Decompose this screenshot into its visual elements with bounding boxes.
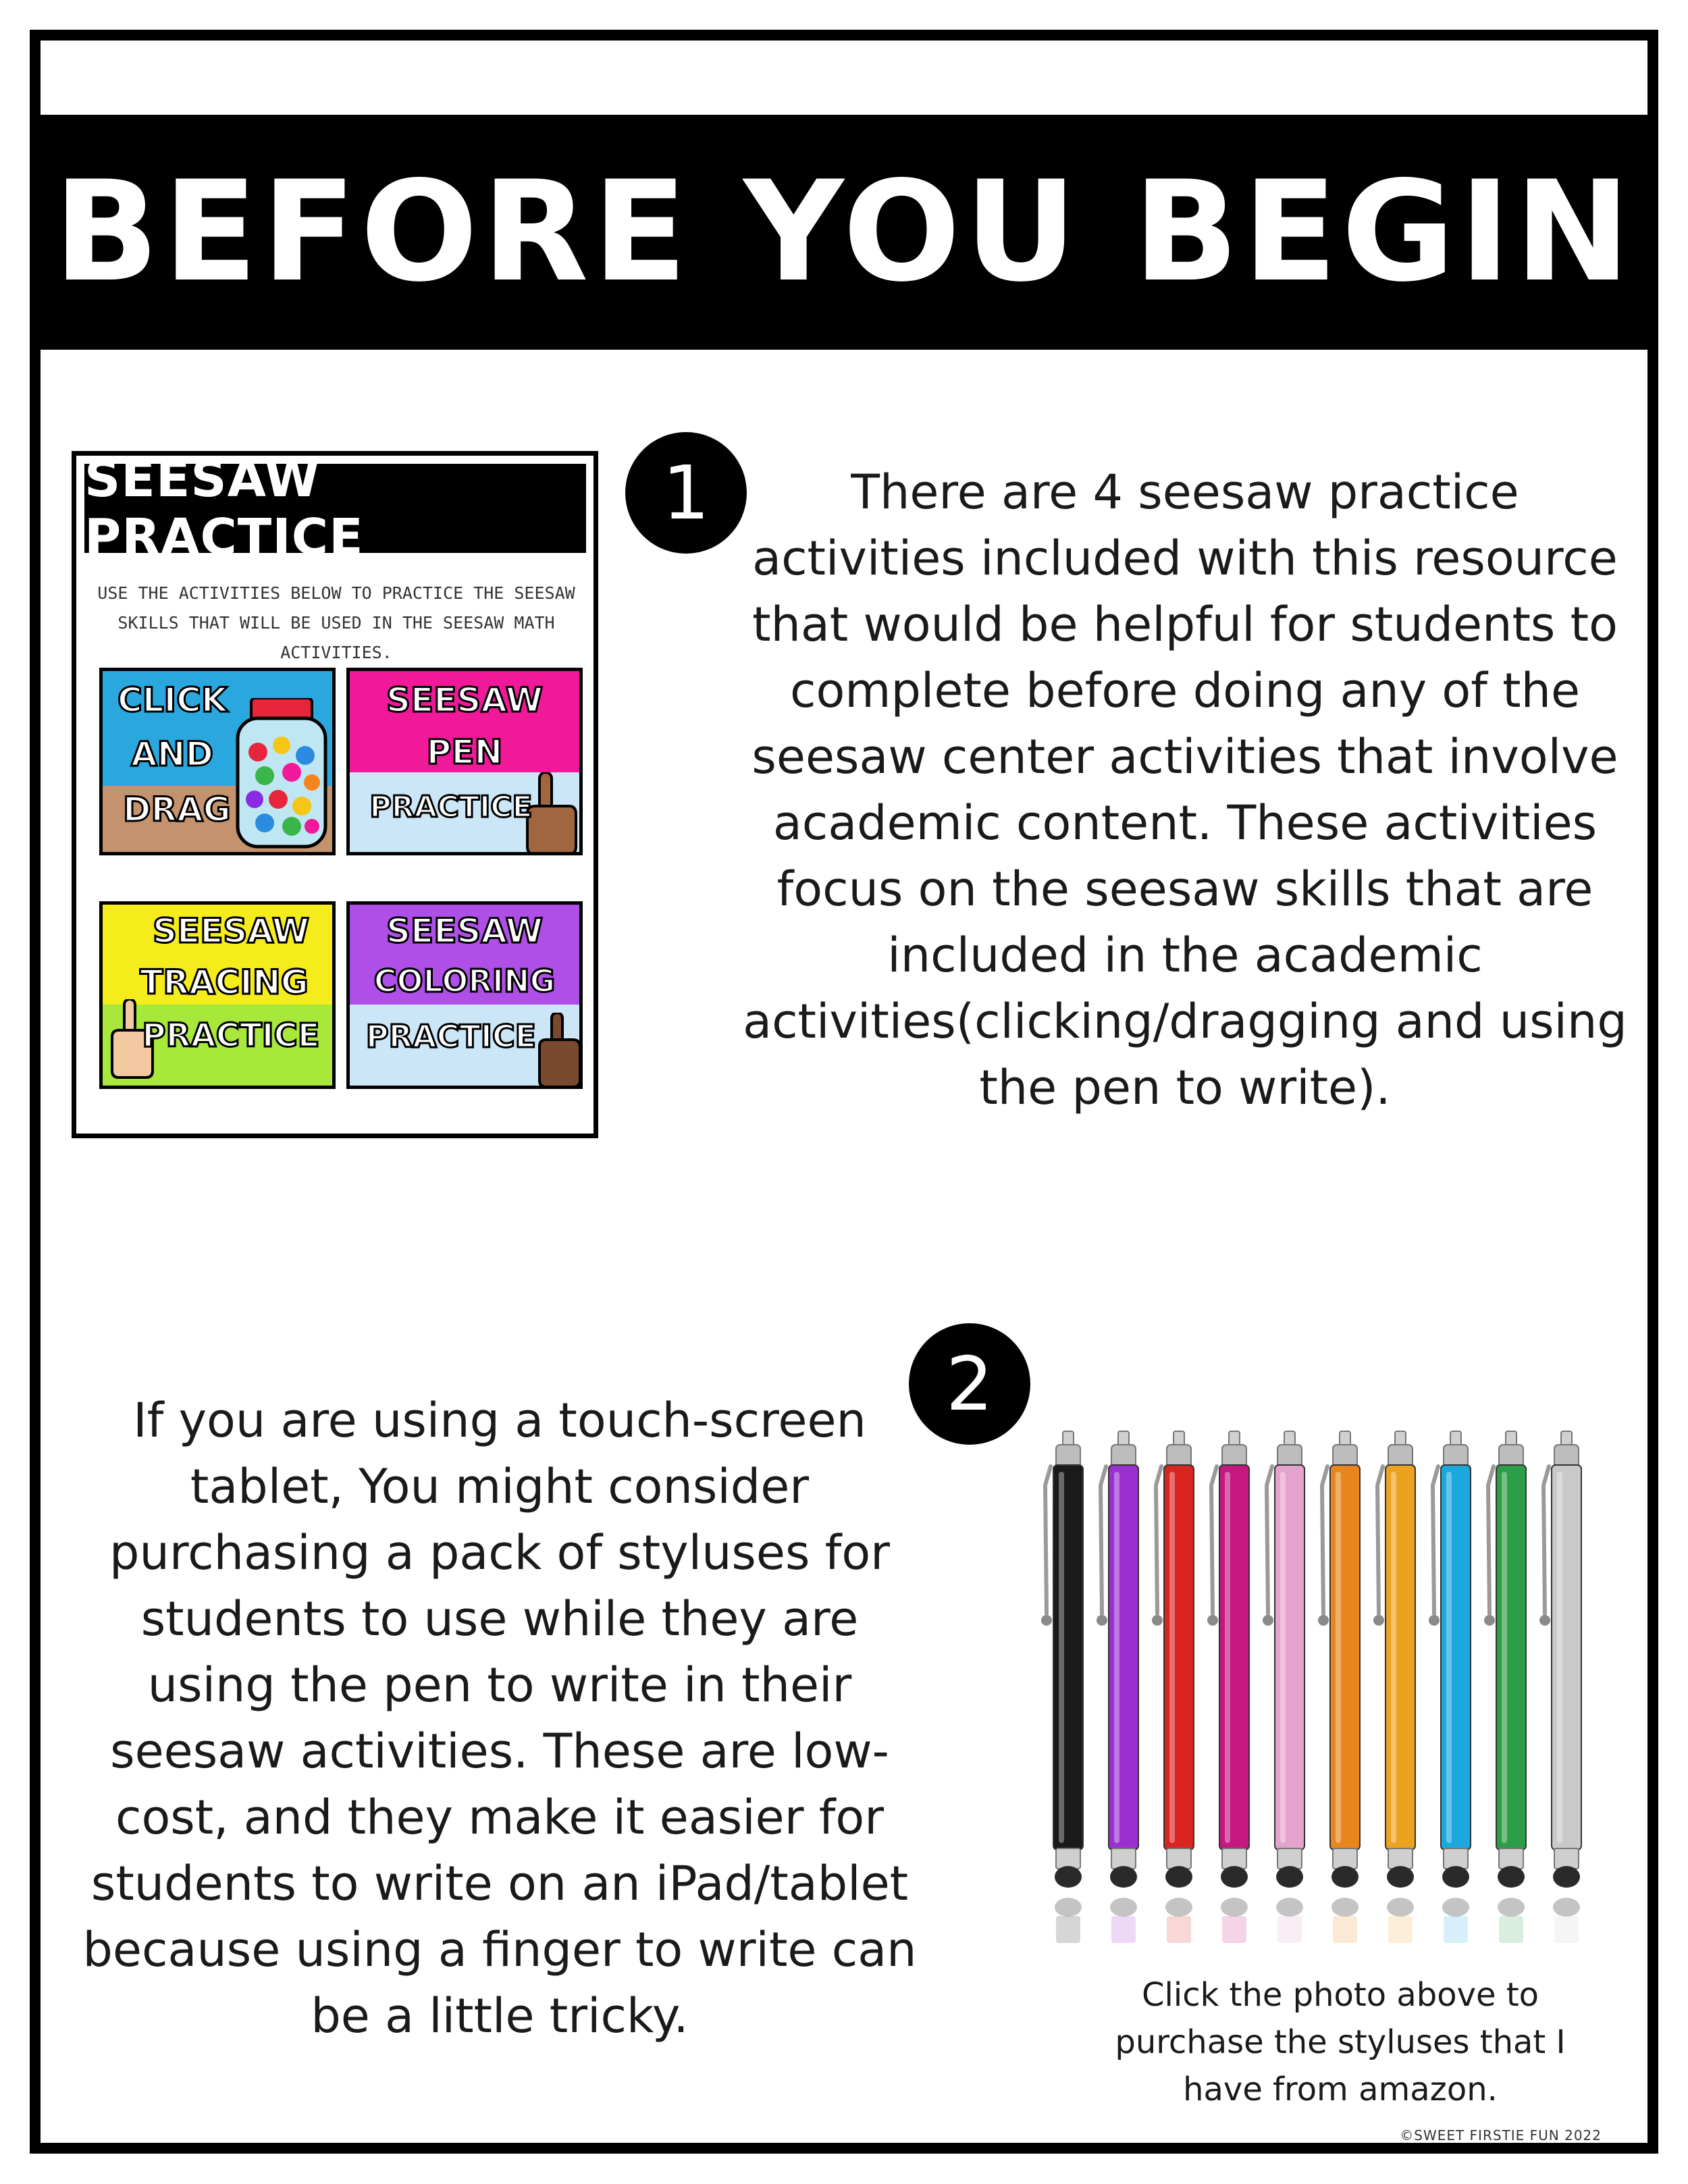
card-seesaw-tracing-practice[interactable] (99, 901, 336, 1089)
card-seesaw-pen-practice[interactable] (346, 668, 583, 855)
card-label-line2: TRACING (140, 963, 309, 1002)
stylus-caption: Click the photo above to purchase the styluses that I have from amazon. (1115, 1976, 1566, 2108)
stylus-10 (1539, 1431, 1581, 1943)
stylus-pack-image (1033, 1424, 1614, 1965)
title-banner (30, 115, 1658, 350)
candy-jar-icon (231, 698, 332, 853)
card-label-line2: COLORING (373, 963, 556, 999)
card-label-line2: AND (131, 735, 214, 774)
card-seesaw-coloring-practice[interactable] (346, 901, 583, 1089)
stylus-8 (1429, 1431, 1471, 1943)
section2-description: If you are using a touch-screen tablet, You might consider purchasing a pack of styluses for students to use while they are using the pen to write in their seesaw activities. These are low-cost, and they make it easier for students to write on an iPad/tablet because using a finger to write can be a little tricky. (82, 1393, 917, 2044)
stylus-5 (1263, 1431, 1304, 1943)
card-label-line3: DRAG (123, 790, 231, 829)
stylus-7 (1373, 1431, 1415, 1943)
stylus-3 (1152, 1431, 1194, 1943)
stylus-1 (1041, 1431, 1083, 1943)
section1-description: There are 4 seesaw practice activities included with this resource that would be helpful for students to complete before doing any of the seesaw center activities that involve academic content. These activities focus on the seesaw skills that are included in the academic activities(clicking/dragging and using the pen to write). (743, 464, 1627, 1115)
card-label-line2: PEN (426, 733, 503, 772)
thumbnail-header (84, 450, 586, 566)
thumbnail-subtitle: USE THE ACTIVITIES BELOW TO PRACTICE THE SEESAW SKILLS THAT WILL BE USED IN THE SEESAW MATH ACTIVITIES. (97, 583, 575, 662)
step-number-1: 1 (625, 432, 747, 554)
step-number-2: 2 (909, 1323, 1030, 1445)
card-click-and-drag[interactable] (99, 668, 336, 855)
stylus-4 (1207, 1431, 1249, 1943)
stylus-photo-link[interactable] (1033, 1424, 1614, 1965)
card-label-line1: CLICK (117, 681, 228, 720)
stylus-9 (1484, 1431, 1526, 1943)
copyright-notice: ©SWEET FIRSTIE FUN 2022 (1400, 2127, 1602, 2143)
stylus-6 (1318, 1431, 1360, 1943)
card-label-line3: PRACTICE (369, 790, 533, 824)
card-label-line1: SEESAW (386, 681, 543, 720)
card-label-line1: SEESAW (153, 911, 309, 951)
page-title: BEFORE YOU BEGIN (53, 151, 1635, 313)
stylus-2 (1097, 1431, 1138, 1943)
card-label-line3: PRACTICE (365, 1018, 537, 1055)
card-label-line1: SEESAW (386, 911, 543, 951)
thumbnail-title: SEESAW PRACTICE (84, 450, 364, 566)
seesaw-practice-thumbnail[interactable] (72, 451, 598, 1138)
card-label-line3: PRACTICE (142, 1017, 320, 1055)
